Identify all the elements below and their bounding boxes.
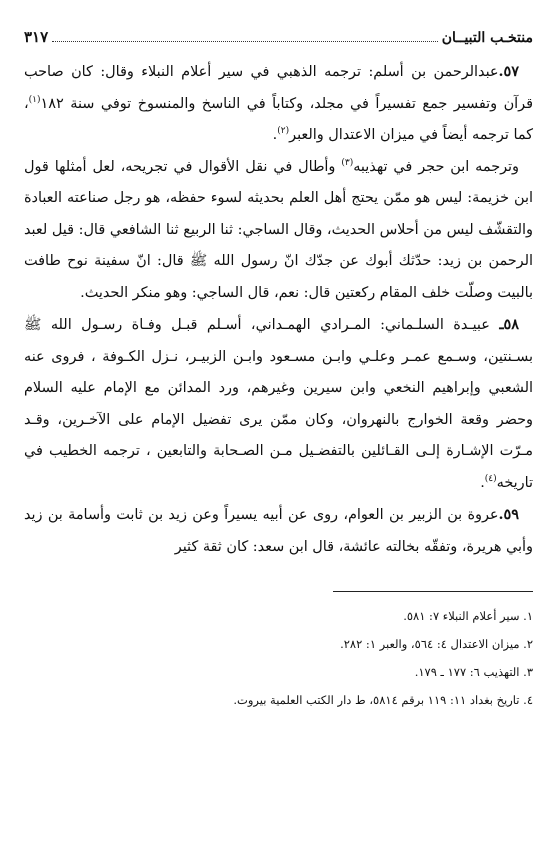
- entry-text: .: [272, 127, 278, 143]
- entry-text: عبيـدة السلـماني: المـرادي الهمـداني، أسـلم قبـل وفـاة رسـول الله ﷺ بسـنتين، وسـمع عمـر وعلـي وابـن مسـعود وابـن الزبيـر، نـزل الكـوفة ، فروى عنه الشعبي وإبراهيم النخعي وابن سيرين وغيرهم، ورد المدائن مع الإمام عليه السلام وحضر وقعة الخوارج بالنهروان، وكان ممّن يرى تفضيل الإمام على الآخـرين، وقـد مـرّت الإشـارة إلـى القـائلين بالتفضـيل مـن الصـحابة والتابعين ، ترجمه الخطيب في تاريخه: [24, 317, 533, 491]
- page-number: ٣١٧: [24, 28, 49, 46]
- footnote-4: ٤. تاريخ بغداد ١١: ١١٩ برقم ٥٨١٤، ط دار الكتب العلمية بيروت.: [233, 693, 533, 707]
- entry-57-continued: [24, 152, 533, 310]
- entry-text: عبدالرحمن بن أسلم: ترجمه الذهبي في سير أعلام النبلاء وقال: كان صاحب قرآن وتفسير جمع تفسيراً في مجلد، وكتاباً في الناسخ والمنسوخ توفي سنة ١٨٢: [24, 64, 533, 112]
- entry-text: عروة بن الزبير بن العوام، روى عن أبيه يسيراً وعن زيد بن ثابت وأسامة بن زيد وأبي هريرة، وتفقّه بخالته عائشة، قال ابن سعد: كان ثقة كثير: [24, 507, 533, 555]
- header-dot-leader: [52, 41, 438, 42]
- footnote-ref: (١): [28, 94, 41, 105]
- footnote-ref: (٢): [277, 126, 290, 137]
- entry-number: ٥٧.: [498, 63, 519, 80]
- entry-number: ٥٨ـ: [499, 316, 519, 333]
- entry-59: [24, 499, 533, 563]
- entry-text: .: [480, 474, 485, 491]
- entry-58: [24, 309, 533, 499]
- footnote-2: ٢. ميزان الاعتدال ٤: ٥٦٤، والعبر ١: ٢٨٢.: [340, 637, 533, 651]
- entry-57: [24, 56, 533, 152]
- entry-text: وترجمه ابن حجر في تهذيبه: [353, 158, 519, 175]
- footnote-ref: (٣): [341, 157, 354, 168]
- entry-text: ، كما ترجمه أيضاً في ميزان الاعتدال والعبر: [24, 95, 533, 143]
- footnote-ref: (٤): [484, 473, 497, 484]
- footnote-3: ٣. التهذيب ٦: ١٧٧ ـ ١٧٩.: [414, 665, 533, 679]
- footnote-separator: [333, 591, 533, 592]
- entry-number: ٥٩.: [498, 506, 519, 523]
- main-text: [24, 56, 533, 563]
- entry-text: وأطال في نقل الأقوال في تجريحه، لعل أمثلها قول ابن خزيمة: ليس هو ممّن يحتج أهل العلم بحديثه لسوء حفظه، هو رجل صناعته العبادة والتقشّف ليس من أحلاس الحديث، وقال الساجي: ثنا الربيع ثنا الشافعي قال: قيل لعبد الرحمن بن زيد: حدّثك أبوك عن جدّك انّ رسول الله ﷺ قال: انّ سفينة نوح طافت بالبيت وصلّت خلف المقام ركعتين قال: نعم، قال الساجي: وهو منكر الحديث.: [24, 158, 533, 301]
- book-page: [24, 28, 533, 828]
- running-title: منتخـب التبيــان: [441, 30, 533, 46]
- footnote-1: ١. سير أعلام النبلاء ٧: ٥٨١.: [403, 609, 533, 623]
- footnotes: [24, 602, 533, 714]
- running-header: [24, 28, 533, 50]
